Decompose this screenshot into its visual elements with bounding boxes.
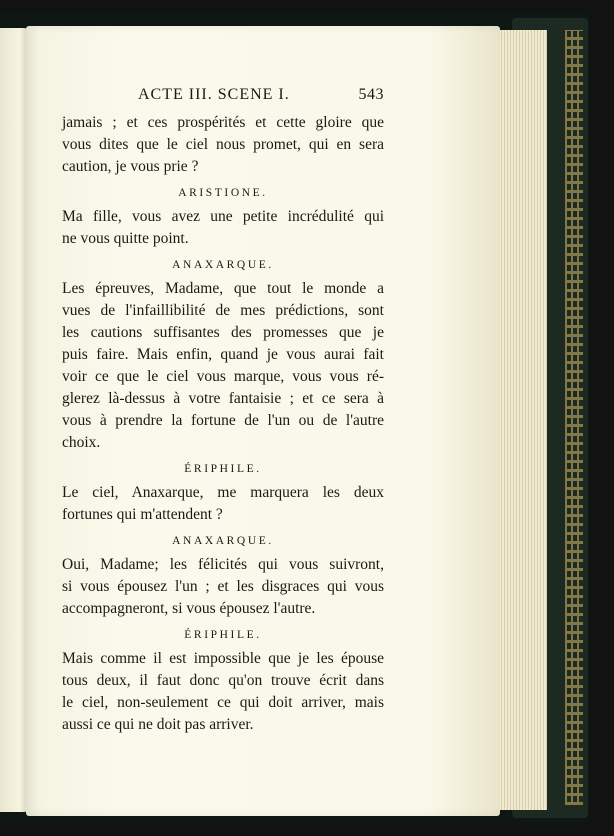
left-page-edge (0, 28, 28, 812)
dialogue-paragraph (62, 482, 384, 526)
text-line: vues de l'infaillibilité de mes prédictions, sont (62, 302, 384, 319)
speaker-name: ANAXARQUE. (172, 535, 274, 547)
text-line: les cautions suffisantes des promesses que je (62, 324, 384, 341)
text-line: le ciel, non-seulement ce qui doit arriver, mais (62, 694, 384, 711)
text-line: tous deux, il faut donc qu'on trouve écrit dans (62, 672, 384, 689)
text-line: choix. (62, 434, 101, 451)
text-line: jamais ; et ces prospérités et cette gloire que (62, 114, 384, 131)
text-line: ne vous quitte point. (62, 230, 189, 247)
text-block (62, 112, 384, 736)
speaker-name: ANAXARQUE. (172, 259, 274, 271)
text-line: caution, je vous prie ? (62, 158, 199, 175)
text-line: Mais comme il est impossible que je les épouse (62, 650, 384, 667)
dialogue-paragraph (62, 206, 384, 250)
text-line: fortunes qui m'attendent ? (62, 506, 223, 523)
dialogue-paragraph (62, 554, 384, 620)
running-title: ACTE III. SCENE I. (138, 86, 290, 103)
dialogue-paragraph (62, 278, 384, 454)
text-line: Les épreuves, Madame, que tout le monde a (62, 280, 384, 297)
text-line: accompagneront, si vous épousez l'autre. (62, 600, 316, 617)
text-line: aussi ce qui ne doit pas arriver. (62, 716, 254, 733)
text-line: Oui, Madame; les félicités qui vous suivront, (62, 556, 384, 573)
dialogue-paragraph (62, 112, 384, 178)
text-line: si vous épousez l'un ; et les disgraces qui vous (62, 578, 384, 595)
text-line: Ma fille, vous avez une petite incrédulité qui (62, 208, 384, 225)
running-header (138, 86, 384, 104)
speaker-name: ÉRIPHILE. (184, 463, 262, 475)
text-line: vous à prendre la fortune de l'un ou de l'autre (62, 412, 384, 429)
speaker-name: ÉRIPHILE. (184, 629, 262, 641)
dialogue-paragraph (62, 648, 384, 736)
text-line: glerez là-dessus à votre fantaisie ; et ce sera à (62, 390, 384, 407)
text-line: Le ciel, Anaxarque, me marquera les deux (62, 484, 384, 501)
gilt-border-decoration (565, 30, 583, 805)
speaker-name: ARISTIONE. (178, 187, 268, 199)
page-number: 543 (358, 86, 384, 103)
text-line: puis faire. Mais enfin, quand je vous aurai fait (62, 346, 384, 363)
text-line: voir ce que le ciel vous marque, vous vous ré- (62, 368, 384, 385)
text-line: vous dites que le ciel nous promet, qui en sera (62, 136, 384, 153)
